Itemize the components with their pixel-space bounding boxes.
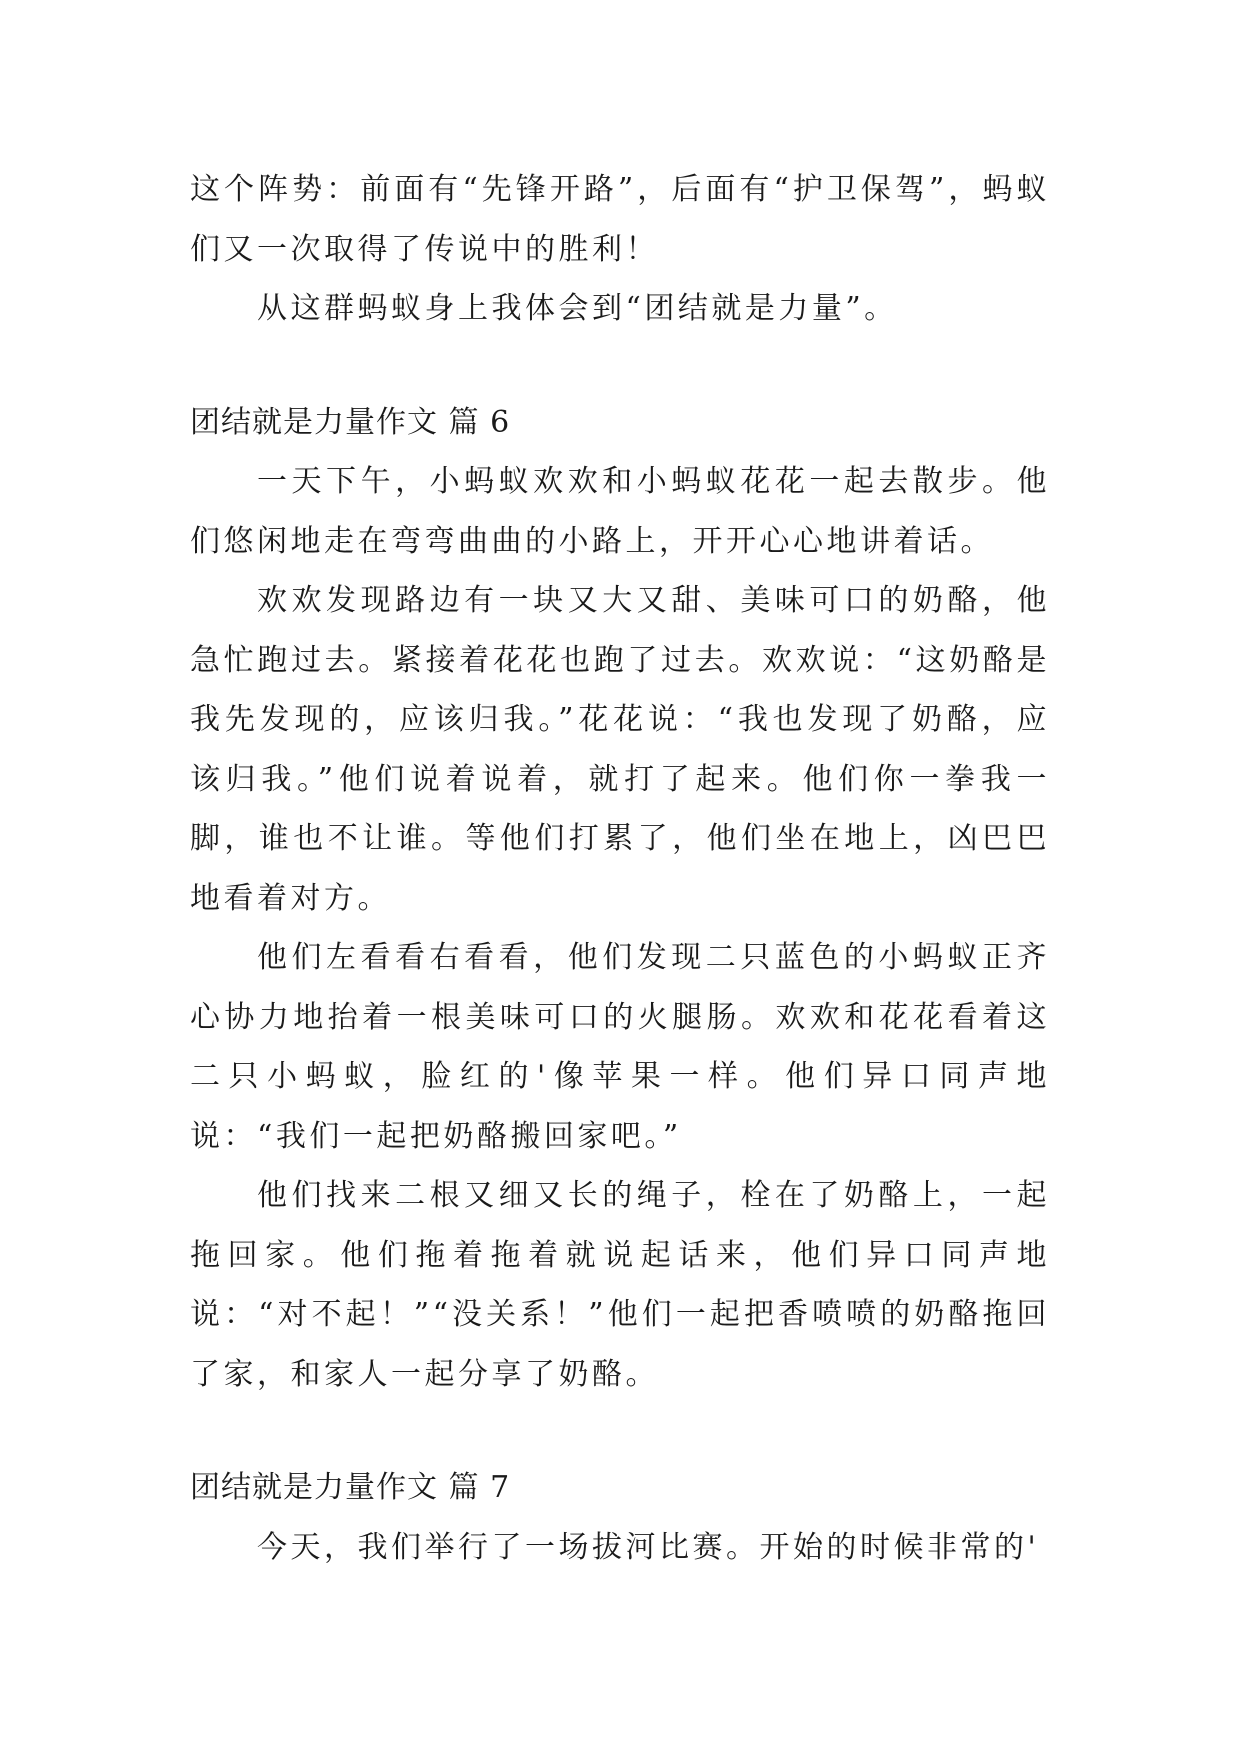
section-title: 团结就是力量作文 篇 6 <box>190 404 511 440</box>
paragraph: 他们左看看右看看，他们发现二只蓝色的小蚂蚁正齐心协力地抬着一根美味可口的火腿肠。欢欢和花花看着这二只小蚂蚁，脸红的'像苹果一样。他们异口同声地说：“我们一起把奶酪搬回家吧。” <box>190 940 1050 1154</box>
section-6 <box>190 393 1050 1405</box>
paragraph: 今天，我们举行了一场拔河比赛。开始的时候非常的' <box>257 1529 1040 1565</box>
paragraph: 这个阵势：前面有“先锋开路”，后面有“护卫保驾”，蚂蚁们又一次取得了传说中的胜利！ <box>190 172 1050 267</box>
paragraph: 他们找来二根又细又长的绳子，栓在了奶酪上，一起拖回家。他们拖着拖着就说起话来，他们异口同声地说：“对不起！”“没关系！”他们一起把香喷喷的奶酪拖回了家，和家人一起分享了奶酪。 <box>190 1178 1050 1392</box>
document-body <box>190 160 1050 1577</box>
section-spacer <box>190 339 1050 393</box>
paragraph: 一天下午，小蚂蚁欢欢和小蚂蚁花花一起去散步。他们悠闲地走在弯弯曲曲的小路上，开开心心地讲着话。 <box>190 464 1050 559</box>
section-spacer <box>190 1404 1050 1458</box>
paragraph: 欢欢发现路边有一块又大又甜、美味可口的奶酪，他急忙跑过去。紧接着花花也跑了过去。欢欢说：“这奶酪是我先发现的，应该归我。”花花说：“我也发现了奶酪，应该归我。”他们说着说着，就打了起来。他们你一拳我一脚，谁也不让谁。等他们打累了，他们坐在地上，凶巴巴地看着对方。 <box>190 583 1050 916</box>
paragraph: 从这群蚂蚁身上我体会到“团结就是力量”。 <box>257 291 898 326</box>
section-title: 团结就是力量作文 篇 7 <box>190 1470 511 1505</box>
section-7 <box>190 1458 1050 1577</box>
